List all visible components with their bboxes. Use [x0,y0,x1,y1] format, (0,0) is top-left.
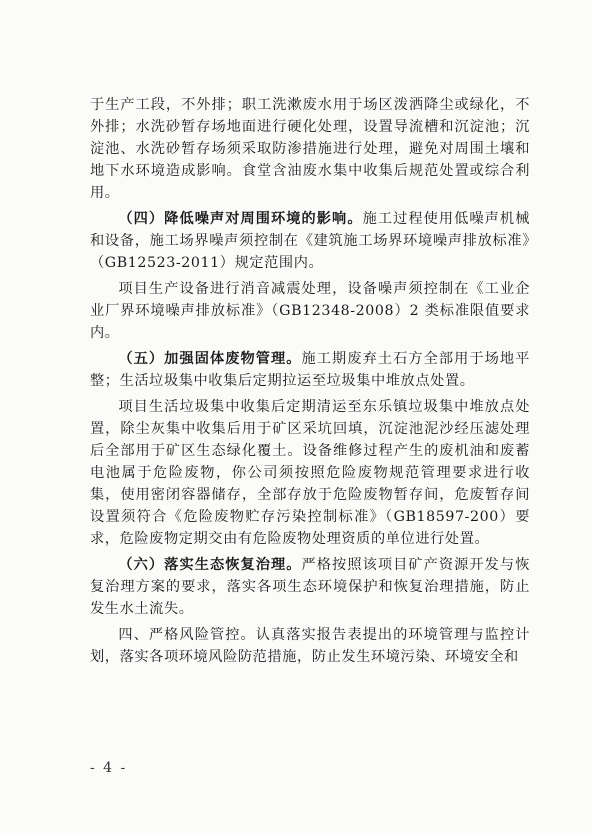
paragraph-text: 严格按照该项目矿产资源开发与恢复治理方案的要求，落实各项生态环境保护和恢复治理措施，防止发生水土流失。 [90,557,530,617]
paragraph-5 [90,396,530,550]
paragraph-text: 认真落实报告表提出的环境管理与监控计划，落实各项环境风险防范措施，防止发生环境污染、环境安全和 [90,627,530,665]
document-body [90,94,530,672]
paragraph-text: 于生产工段，不外排；职工洗漱废水用于场区泼洒降尘或绿化，不外排；水洗砂暂存场地面进行硬化处理，设置导流槽和沉淀池；沉淀池、水洗砂暂存场须采取防渗措施进行处理，避免对周围土壤和地下水环境造成影响。食堂含油废水集中收集后规范处置或综合利用。 [90,97,530,201]
paragraph-2 [90,208,530,274]
paragraph-4 [90,348,530,392]
paragraph-1 [90,94,530,204]
page-number: - 4 - [90,760,128,776]
paragraph-text: 项目生活垃圾集中收集后定期清运至东乐镇垃圾集中堆放点处置，除尘灰集中收集后用于矿区采坑回填，沉淀池泥沙经压滤处理后全部用于矿区生态绿化覆土。设备维修过程产生的废机油和废蓄电池属于危险废物，你公司须按照危险废物规范管理要求进行收集，使用密闭容器储存，全部存放于危险废物暂存间，危废暂存间设置须符合《危险废物贮存污染控制标准》（GB18597-200）要求，危险废物定期交由有危险废物处理资质的单位进行处置。 [90,399,530,547]
paragraph-3 [90,278,530,344]
paragraph-6 [90,554,530,620]
paragraph-text: 施工期废弃土石方全部用于场地平整；生活垃圾集中收集后定期拉运至垃圾集中堆放点处置。 [90,351,530,389]
section-heading-noise: （四）降低噪声对周围环境的影响。 [118,211,363,227]
section-heading-solid-waste: （五）加强固体废物管理。 [118,351,302,367]
paragraph-text: 项目生产设备进行消音减震处理，设备噪声须控制在《工业企业厂界环境噪声排放标准》（GB12348-2008）2 类标准限值要求内。 [90,281,530,341]
section-heading-risk: 四、严格风险管控。 [118,627,256,643]
section-heading-ecology: （六）落实生态恢复治理。 [118,557,302,573]
paragraph-7 [90,624,530,668]
paragraph-text: 施工过程使用低噪声机械和设备，施工场界噪声须控制在《建筑施工场界环境噪声排放标准》（GB12523-2011）规定范围内。 [90,211,530,271]
